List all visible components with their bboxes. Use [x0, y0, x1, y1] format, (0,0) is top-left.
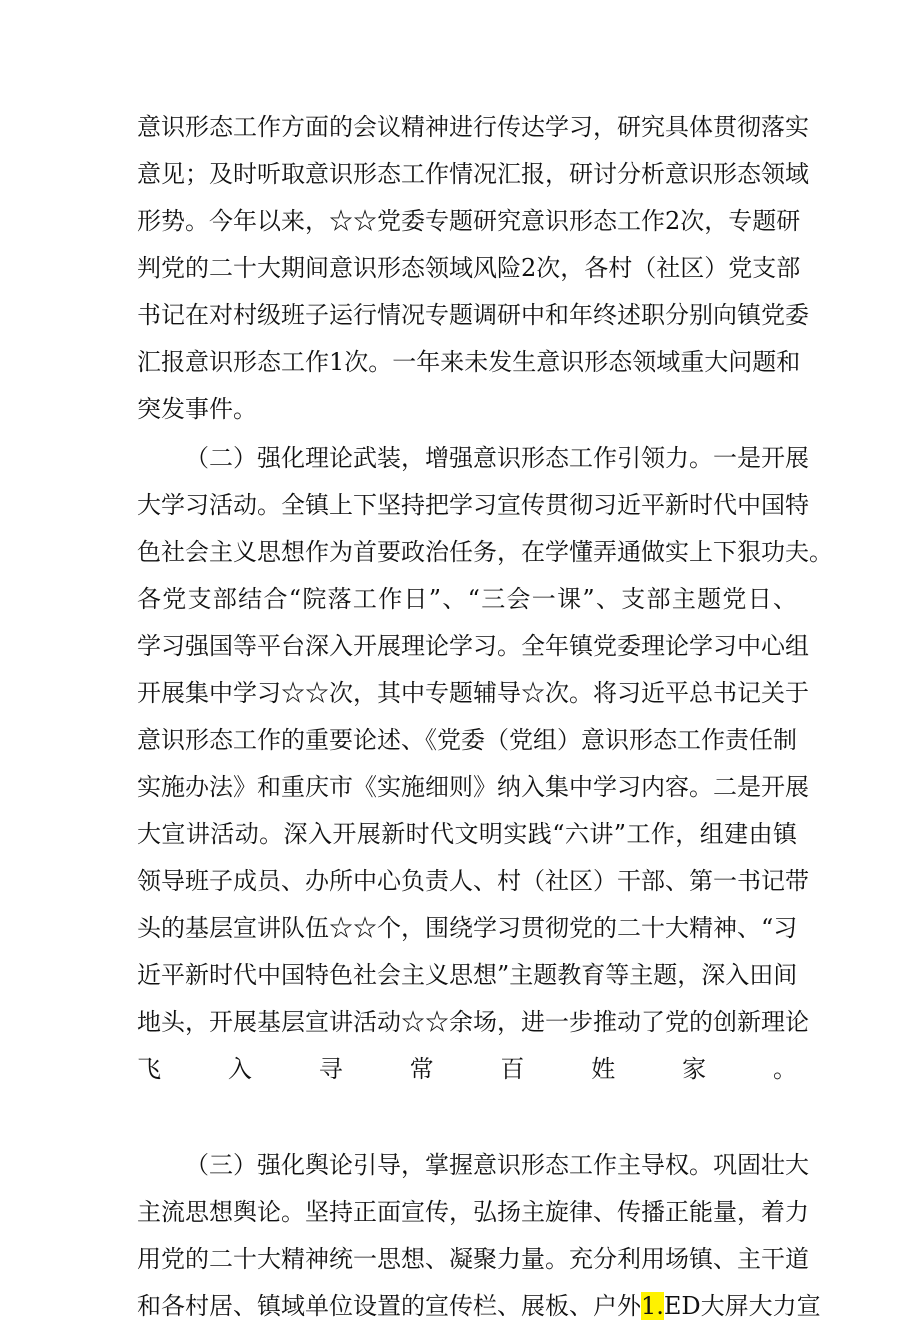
highlighted-text: 1.: [641, 1292, 664, 1320]
text-line: 学习强国等平台深入开展理论学习。全年镇党委理论学习中心组: [137, 632, 809, 660]
text-line: 领导班子成员、办所中心负责人、村（社区）干部、第一书记带: [137, 867, 809, 895]
text-line: 主流思想舆论。坚持正面宣传，弘扬主旋律、传播正能量，着力: [137, 1198, 809, 1226]
text-line: 地头，开展基层宣讲活动☆☆余场，进一步推动了党的创新理论: [137, 1008, 809, 1036]
text-line: [137, 1093, 797, 1140]
text-line: 实施办法》和重庆市《实施细则》纳入集中学习内容。二是开展: [137, 773, 809, 801]
text-line: 飞入寻常百姓家。: [137, 1055, 797, 1083]
paragraph-3: [137, 1142, 821, 1330]
text-line: 色社会主义思想作为首要政治任务，在学懂弄通做实上下狠功夫。: [137, 538, 833, 566]
text-line: 用党的二十大精神统一思想、凝聚力量。充分利用场镇、主干道: [137, 1245, 809, 1273]
paragraph-2: [137, 435, 833, 1140]
text-line: 近平新时代中国特色社会主义思想”主题教育等主题，深入田间: [137, 961, 798, 989]
text-line: 意见；及时听取意识形态工作情况汇报，研讨分析意识形态领域: [137, 160, 809, 188]
text-line: 意识形态工作方面的会议精神进行传达学习，研究具体贯彻落实: [137, 113, 809, 141]
text-line: 大学习活动。全镇上下坚持把学习宣传贯彻习近平新时代中国特: [137, 491, 809, 519]
text-line-with-highlight: [137, 1283, 821, 1330]
text-segment: ED大屏大力宣: [663, 1292, 821, 1320]
text-line: 头的基层宣讲队伍☆☆个，围绕学习贯彻党的二十大精神、“习: [137, 914, 798, 942]
section-heading-line: （二）强化理论武装，增强意识形态工作引领力。一是开展: [185, 444, 809, 472]
section-heading-line: （三）强化舆论引导，掌握意识形态工作主导权。巩固壮大: [185, 1151, 809, 1179]
paragraph-1: [137, 104, 809, 433]
text-segment: 和各村居、镇域单位设置的宣传栏、展板、户外: [137, 1292, 641, 1320]
text-line: 书记在对村级班子运行情况专题调研中和年终述职分别向镇党委: [137, 301, 809, 329]
text-line: 大宣讲活动。深入开展新时代文明实践“六讲”工作，组建由镇: [137, 820, 797, 848]
text-line: 开展集中学习☆☆次，其中专题辅导☆次。将习近平总书记关于: [137, 679, 809, 707]
text-line: 判党的二十大期间意识形态领域风险2次，各村（社区）党支部: [137, 254, 801, 282]
text-line: 突发事件。: [137, 395, 257, 423]
text-line: 形势。今年以来，☆☆党委专题研究意识形态工作2次，专题研: [137, 207, 801, 235]
text-line: 汇报意识形态工作1次。一年来未发生意识形态领域重大问题和: [137, 348, 801, 376]
text-line: 各党支部结合“院落工作日”、“三会一课”、支部主题党日、: [137, 585, 797, 613]
text-line: 意识形态工作的重要论述、《党委（党组）意识形态工作责任制: [137, 726, 797, 754]
document-page: [137, 104, 833, 1330]
